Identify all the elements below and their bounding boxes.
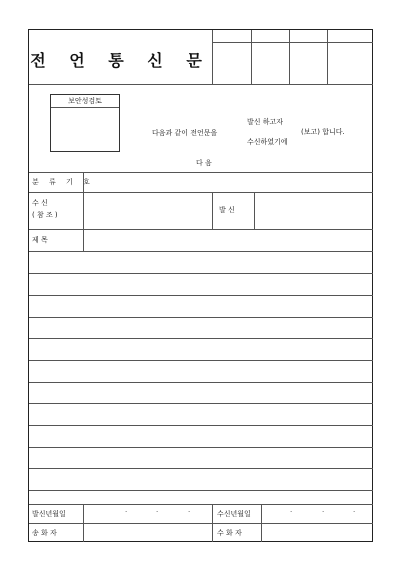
approval-row-line <box>212 42 373 43</box>
body-suffix: (보고) 합니다. <box>301 128 345 136</box>
row-line <box>29 504 373 505</box>
header-divider <box>212 30 213 84</box>
label-column-divider <box>83 172 84 251</box>
body-line <box>29 382 373 383</box>
subject-label: 제 목 <box>32 236 48 244</box>
security-review-label: 보안성검토 <box>68 97 102 105</box>
row-line <box>29 523 373 524</box>
receiver-person-label: 수 화 자 <box>217 529 242 537</box>
body-line <box>29 447 373 448</box>
sender-person-label: 송 화 자 <box>32 529 57 537</box>
date-separator: · <box>322 508 325 516</box>
row-line <box>29 251 373 252</box>
recipient-label: 수 신 <box>32 199 48 207</box>
classification-label: 분 류 기 호 <box>32 178 94 186</box>
date-separator: · <box>125 508 128 516</box>
body-line <box>29 273 373 274</box>
body-line <box>29 468 373 469</box>
security-review-box[interactable] <box>50 94 120 152</box>
approval-cell-divider <box>289 30 290 84</box>
body-line <box>29 425 373 426</box>
body-line <box>29 490 373 491</box>
approval-cell-divider <box>251 30 252 84</box>
form-title: 전 언 통 신 문 <box>30 51 211 70</box>
sender-divider <box>212 192 213 229</box>
sent-datetime-label: 발신년월일 <box>32 510 66 518</box>
sender-value-divider <box>254 192 255 229</box>
body-line <box>29 317 373 318</box>
received-datetime-label: 수신년월일 <box>217 510 251 518</box>
row-line <box>29 229 373 230</box>
recipient-ref-label: ( 참 조 ) <box>32 211 58 219</box>
row-line <box>29 172 373 173</box>
body-prefix: 다음과 같이 전언문을 <box>152 129 218 137</box>
row-line <box>29 192 373 193</box>
row-line <box>29 84 373 85</box>
body-line <box>29 295 373 296</box>
sender-label: 발 신 <box>219 206 235 214</box>
security-review-divider <box>51 107 119 108</box>
approval-cell-divider <box>327 30 328 84</box>
body-line <box>29 360 373 361</box>
date-separator: · <box>353 508 356 516</box>
date-separator: · <box>188 508 191 516</box>
body-line <box>29 403 373 404</box>
telegram-form <box>28 29 373 542</box>
body-option-receive: 수신하였기에 <box>247 138 288 146</box>
body-line <box>29 338 373 339</box>
date-separator: · <box>290 508 293 516</box>
body-option-send: 발신 하고자 <box>247 118 284 126</box>
date-separator: · <box>156 508 159 516</box>
center-label: 다 음 <box>196 159 212 167</box>
